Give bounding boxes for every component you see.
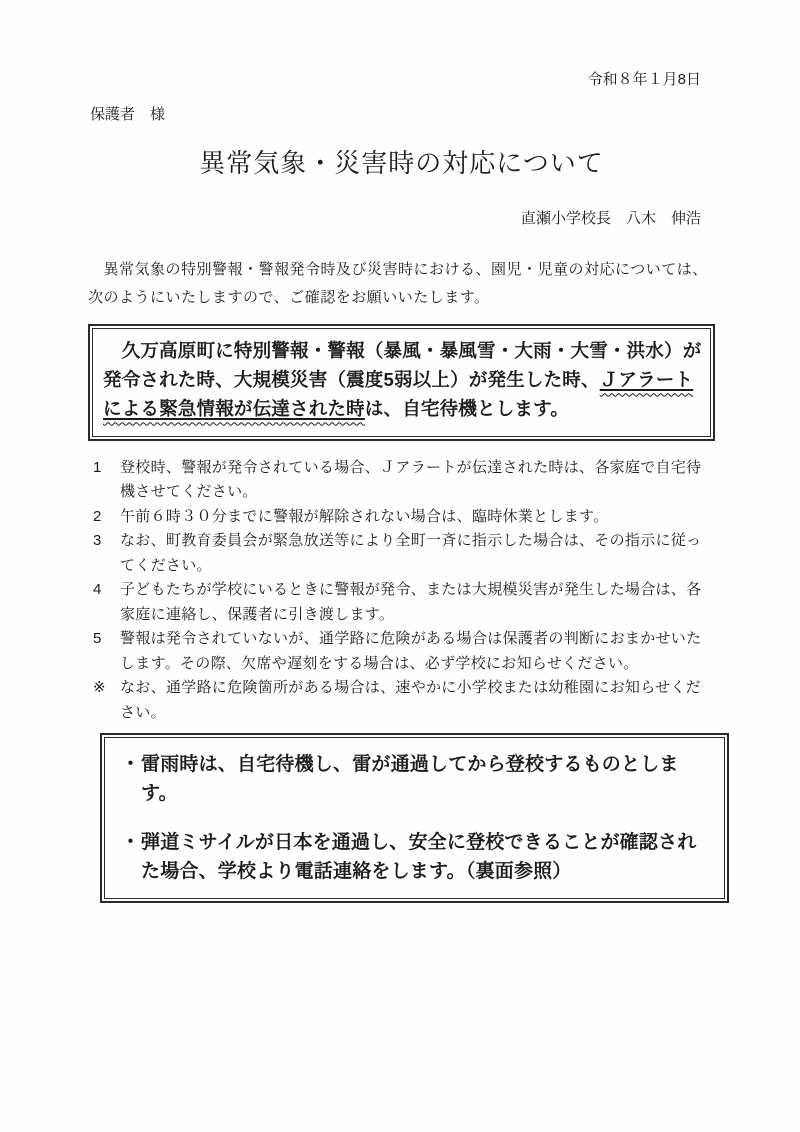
notice-line-3-text: は、自宅待機とします。 [364, 397, 570, 419]
item-marker: ※ [93, 679, 106, 697]
list-item-3 [88, 529, 715, 578]
item-text: 午前６時３０分までに警報が解除されない場合は、臨時休業とします。 [120, 507, 609, 525]
list-item-4 [88, 578, 715, 627]
notice-line-2 [103, 365, 700, 394]
notice-line-1 [103, 336, 700, 365]
recipient: 保護者 様 [90, 105, 166, 123]
item-marker: 2 [93, 507, 102, 525]
item-text: なお、通学路に危険箇所がある場合は、速やかに小学校または幼稚園にお知らせください。 [120, 679, 701, 721]
bullet-text: 弾道ミサイルが日本を通過し、安全に登校できることが確認された場合、学校より電話連絡をします。（裏面参照） [141, 832, 697, 883]
item-marker: 1 [93, 458, 102, 476]
notice-line-1-text: 久万高原町に特別警報・警報（暴風・暴風雪・大雨・大雪・洪水）が [103, 339, 702, 361]
supplement-box-inner [104, 737, 725, 899]
j-alert-underline-start: Ｊアラート [599, 368, 694, 390]
bullet-marker: ・ [121, 832, 141, 854]
bullet-item-missile [117, 828, 714, 886]
list-item-2 [88, 505, 715, 530]
page-title: 異常気象・災害時の対応について [199, 147, 604, 178]
item-text: 警報は発令されていないが、通学路に危険がある場合は保護者の判断におまかせいたします。その際、欠席や遅刻をする場合は、必ず学校にお知らせください。 [120, 630, 702, 672]
bullet-item-thunder [117, 750, 714, 808]
item-text: 登校時、警報が発令されている場合、Ｊアラートが伝達された時は、各家庭で自宅待機させてください。 [120, 458, 702, 501]
item-marker: 3 [93, 532, 102, 550]
emergency-notice-box [88, 324, 715, 441]
response-list [88, 456, 715, 726]
bullet-text: 雷雨時は、自宅待機し、雷が通過してから登校するものとします。 [141, 754, 679, 805]
item-text: なお、町教育委員会が緊急放送等により全町一斉に指示した場合は、その指示に従ってください。 [120, 532, 702, 574]
list-item-note [88, 676, 715, 725]
intro-paragraph: 異常気象の特別警報・警報発令時及び災害時における、園児・児童の対応については、次のようにいたしますので、ご確認をお願いいたします。 [88, 260, 708, 306]
notice-line-2-text: 発令された時、大規模災害（震度5弱以上）が発生した時、 [103, 368, 600, 390]
item-marker: 4 [93, 581, 102, 599]
notice-line-3 [103, 394, 700, 423]
item-marker: 5 [93, 630, 102, 648]
item-text: 子どもたちが学校にいるときに警報が発令、または大規模災害が発生した場合は、各家庭に連絡し、保護者に引き渡します。 [120, 581, 702, 623]
author-signature: 直瀬小学校長 八木 伸浩 [520, 209, 701, 227]
emergency-notice-box-inner [92, 328, 711, 437]
bullet-marker: ・ [121, 754, 141, 776]
j-alert-underline-end: による緊急情報が伝達された時 [103, 397, 365, 419]
list-item-5 [88, 627, 715, 676]
list-item-1 [88, 456, 715, 505]
document-date: 令和８年１月8日 [587, 71, 701, 88]
supplement-box [100, 733, 729, 903]
